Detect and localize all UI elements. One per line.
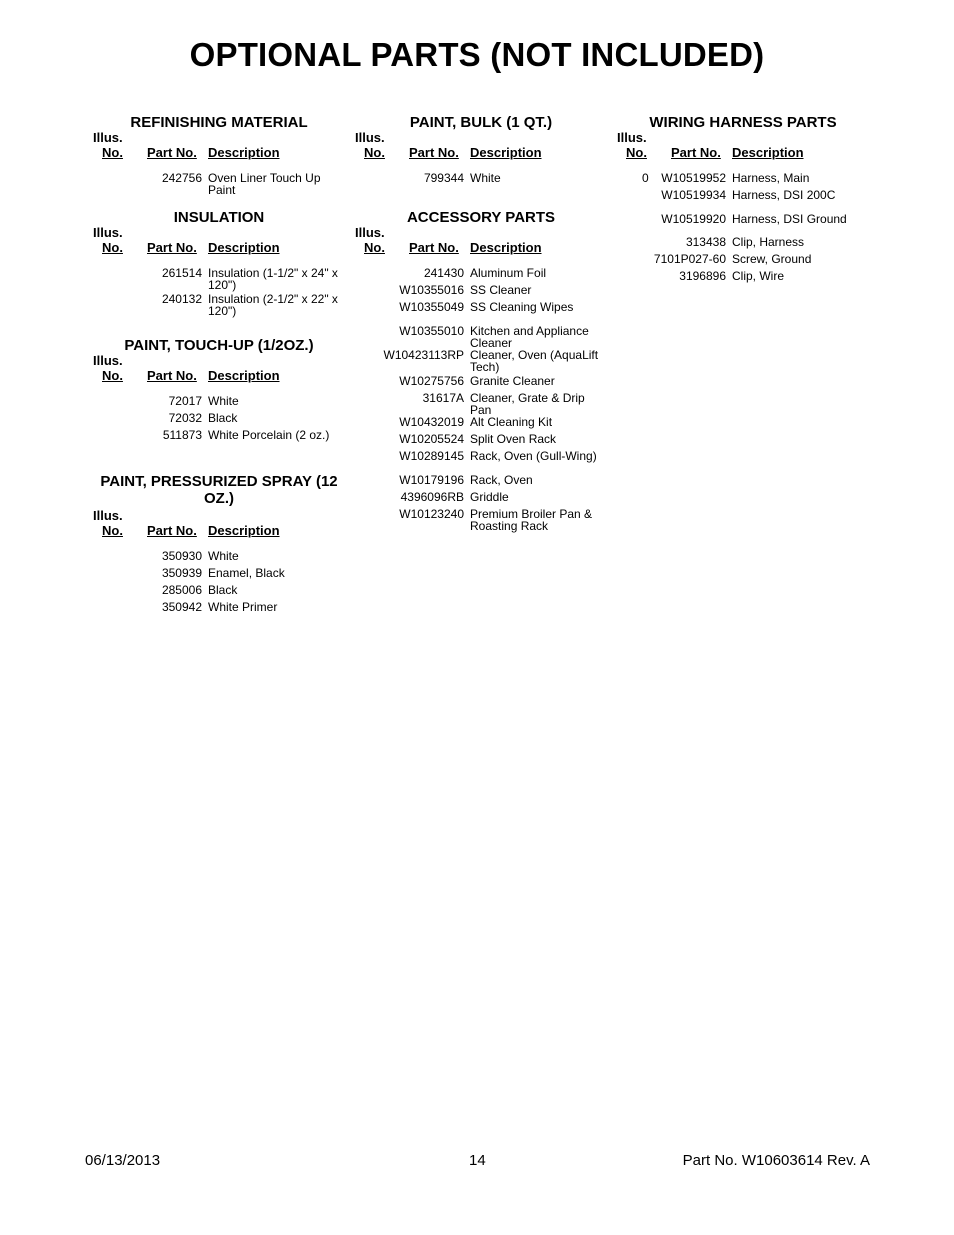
column-headers xyxy=(88,240,350,258)
description-header: Description xyxy=(208,145,280,160)
illus-header: Illus. xyxy=(93,130,123,145)
footer-page-number: 14 xyxy=(469,1152,486,1169)
description: Insulation (1-1/2" x 24" x 120") xyxy=(208,266,338,292)
description: Clip, Harness xyxy=(732,235,805,249)
no-header: No. xyxy=(102,368,123,383)
part-number: W10432019 xyxy=(399,415,464,429)
part-number: 7101P027-60 xyxy=(653,252,726,266)
table-row xyxy=(350,375,612,387)
no-header: No. xyxy=(102,523,123,538)
table-row xyxy=(350,325,612,349)
part-number: 285006 xyxy=(161,583,202,597)
no-header: No. xyxy=(102,145,123,160)
part-number: 72032 xyxy=(168,411,202,425)
description: Harness, DSI Ground xyxy=(732,212,847,226)
part-number: W10355010 xyxy=(399,324,464,338)
description: Black xyxy=(208,411,238,425)
table-row xyxy=(350,491,612,503)
part-number: 799344 xyxy=(423,171,464,185)
column-headers xyxy=(88,368,350,386)
description: Aluminum Foil xyxy=(470,266,547,280)
part-number: W10355049 xyxy=(399,300,464,314)
description: Granite Cleaner xyxy=(470,374,555,388)
table-row xyxy=(88,567,350,579)
table-row xyxy=(350,508,612,532)
table-row xyxy=(88,601,350,613)
illus-header: Illus. xyxy=(617,130,647,145)
illus-header: Illus. xyxy=(93,225,123,240)
table-row xyxy=(350,172,612,184)
description-header: Description xyxy=(208,523,280,538)
part-number: W10423113RP xyxy=(383,348,464,362)
table-row xyxy=(350,349,612,373)
table-row xyxy=(350,416,612,428)
part-number: 240132 xyxy=(161,292,202,306)
illus-header: Illus. xyxy=(93,508,123,523)
part-number: 313438 xyxy=(685,235,726,249)
no-header: No. xyxy=(364,240,385,255)
description: Black xyxy=(208,583,238,597)
table-row xyxy=(612,213,874,225)
part-number: 350942 xyxy=(161,600,202,614)
description: White Primer xyxy=(208,600,278,614)
table-row xyxy=(88,550,350,562)
column-right xyxy=(612,114,874,282)
description: Harness, DSI 200C xyxy=(732,188,836,202)
description: Screw, Ground xyxy=(732,252,812,266)
description: Oven Liner Touch Up Paint xyxy=(208,171,321,197)
no-header: No. xyxy=(102,240,123,255)
part-number: 511873 xyxy=(162,428,202,442)
illus-header: Illus. xyxy=(355,225,385,240)
part-number: 241430 xyxy=(423,266,464,280)
column-headers xyxy=(88,523,350,541)
part-no-header: Part No. xyxy=(409,145,459,160)
part-no-header: Part No. xyxy=(147,240,197,255)
description: Rack, Oven (Gull-Wing) xyxy=(470,449,597,463)
section-title: PAINT, PRESSURIZED SPRAY (12 OZ.) xyxy=(100,473,338,507)
column-headers xyxy=(350,145,612,163)
description-header: Description xyxy=(208,368,280,383)
part-number: W10519920 xyxy=(661,212,726,226)
table-row xyxy=(88,429,350,441)
no-header: No. xyxy=(626,145,647,160)
part-no-header: Part No. xyxy=(147,523,197,538)
table-row xyxy=(350,284,612,296)
part-number: 3196896 xyxy=(679,269,726,283)
illus-number: 0 xyxy=(642,171,649,185)
table-row xyxy=(88,584,350,596)
part-number: W10275756 xyxy=(399,374,464,388)
table-row xyxy=(350,301,612,313)
illus-header: Illus. xyxy=(355,130,385,145)
section-paint-touch-up xyxy=(88,337,350,441)
column-left xyxy=(88,114,350,613)
part-number: 4396096RB xyxy=(400,490,464,504)
description-header: Description xyxy=(732,145,804,160)
column-headers xyxy=(350,240,612,258)
table-row xyxy=(350,474,612,486)
part-no-header: Part No. xyxy=(409,240,459,255)
illus-header: Illus. xyxy=(93,353,123,368)
description: White xyxy=(208,549,239,563)
section-title: PAINT, BULK (1 QT.) xyxy=(409,114,553,131)
table-row xyxy=(612,236,874,248)
table-row xyxy=(88,395,350,407)
description: White Porcelain (2 oz.) xyxy=(208,428,330,442)
page-title: OPTIONAL PARTS (NOT INCLUDED) xyxy=(189,36,765,73)
table-row xyxy=(88,293,350,317)
table-row xyxy=(612,253,874,265)
section-paint-bulk xyxy=(350,114,612,184)
section-insulation xyxy=(88,209,350,317)
description: Alt Cleaning Kit xyxy=(470,415,553,429)
section-title: INSULATION xyxy=(173,209,265,226)
description: Split Oven Rack xyxy=(470,432,557,446)
part-no-header: Part No. xyxy=(147,368,197,383)
part-number: W10289145 xyxy=(399,449,464,463)
part-no-header: Part No. xyxy=(671,145,721,160)
description: Griddle xyxy=(470,490,509,504)
part-number: 242756 xyxy=(161,171,202,185)
part-number: W10355016 xyxy=(399,283,464,297)
section-title: REFINISHING MATERIAL xyxy=(130,114,308,131)
section-title: PAINT, TOUCH-UP (1/2OZ.) xyxy=(124,337,314,354)
section-refinishing-material xyxy=(88,114,350,196)
description: SS Cleaning Wipes xyxy=(470,300,574,314)
part-number: 350939 xyxy=(161,566,202,580)
part-number: W10179196 xyxy=(399,473,464,487)
description-header: Description xyxy=(208,240,280,255)
part-number: 72017 xyxy=(168,394,202,408)
description-header: Description xyxy=(470,240,542,255)
footer-date: 06/13/2013 xyxy=(85,1152,161,1169)
table-row xyxy=(350,392,612,416)
section-title: ACCESSORY PARTS xyxy=(406,209,556,226)
table-row xyxy=(88,267,350,291)
description: Enamel, Black xyxy=(208,566,285,580)
section-wiring-harness-parts xyxy=(612,114,874,282)
column-headers xyxy=(612,145,874,163)
description: Insulation (2-1/2" x 22" x 120") xyxy=(208,292,338,318)
table-row xyxy=(350,267,612,279)
description: Cleaner, Grate & Drip Pan xyxy=(470,391,585,417)
description: Premium Broiler Pan & Roasting Rack xyxy=(470,507,593,533)
table-row xyxy=(612,172,874,184)
section-title: WIRING HARNESS PARTS xyxy=(649,114,837,131)
part-number: 350930 xyxy=(161,549,202,563)
description: SS Cleaner xyxy=(470,283,532,297)
table-row xyxy=(350,433,612,445)
section-paint-pressurized-spray xyxy=(88,473,350,613)
table-row xyxy=(88,172,350,196)
description-header: Description xyxy=(470,145,542,160)
section-accessory-parts xyxy=(350,209,612,532)
description: Clip, Wire xyxy=(732,269,785,283)
table-row xyxy=(88,412,350,424)
part-no-header: Part No. xyxy=(147,145,197,160)
column-headers xyxy=(88,145,350,163)
description: Harness, Main xyxy=(732,171,810,185)
table-row xyxy=(612,270,874,282)
part-number: W10519934 xyxy=(661,188,726,202)
footer-part-number: Part No. W10603614 Rev. A xyxy=(682,1152,870,1169)
description: Kitchen and Appliance Cleaner xyxy=(470,324,589,350)
description: White xyxy=(470,171,501,185)
part-number: W10205524 xyxy=(399,432,464,446)
part-number: W10123240 xyxy=(399,507,464,521)
part-number: 31617A xyxy=(422,391,464,405)
column-middle xyxy=(350,114,612,532)
part-number: W10519952 xyxy=(661,171,726,185)
table-row xyxy=(612,189,874,201)
no-header: No. xyxy=(364,145,385,160)
part-number: 261514 xyxy=(161,266,202,280)
description: Rack, Oven xyxy=(470,473,533,487)
table-row xyxy=(350,450,612,462)
description: Cleaner, Oven (AquaLift Tech) xyxy=(470,348,599,374)
description: White xyxy=(208,394,239,408)
